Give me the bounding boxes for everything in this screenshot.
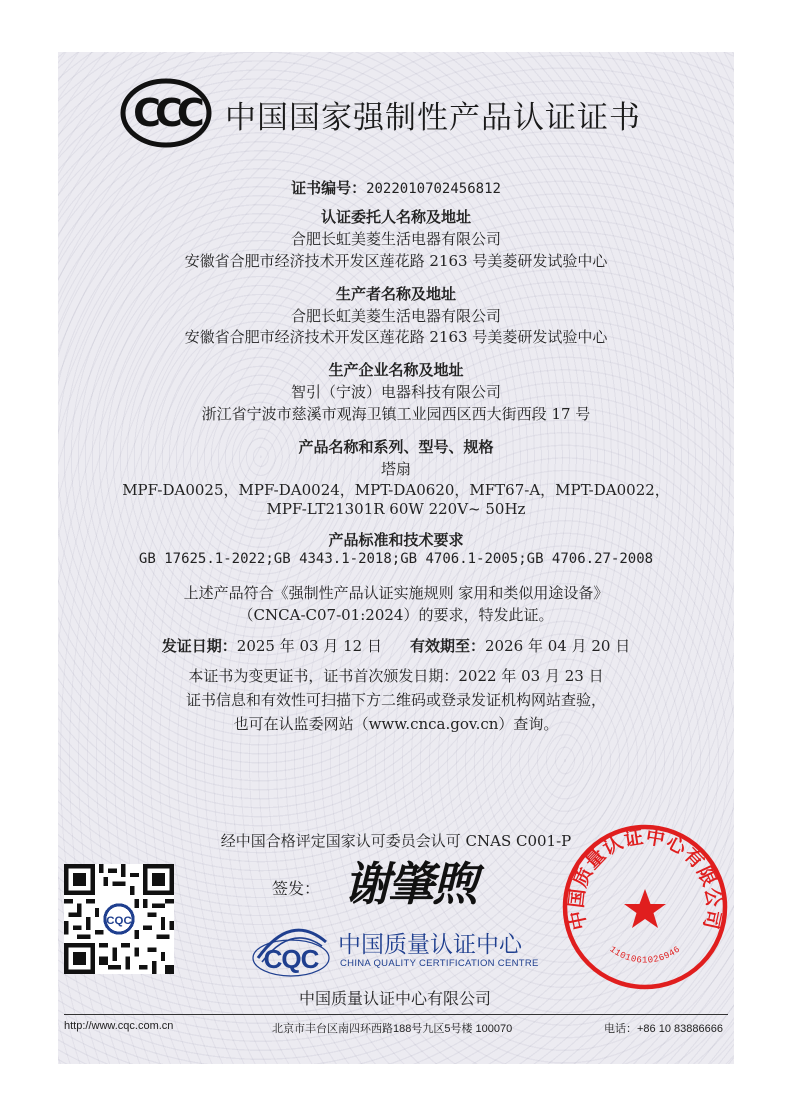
- qr-code[interactable]: [64, 864, 174, 974]
- applicant-address: 安徽省合肥市经济技术开发区莲花路 2163 号美菱研发试验中心: [184, 252, 608, 270]
- official-seal: [560, 822, 730, 992]
- manufacturer-address: 安徽省合肥市经济技术开发区莲花路 2163 号美菱研发试验中心: [184, 328, 608, 346]
- signature-image: [338, 846, 498, 916]
- note-line2: 证书信息和有效性可扫描下方二维码或登录发证机构网站查验，: [185, 691, 606, 709]
- expiry-date-value: 2026 年 04 月 20 日: [485, 637, 631, 655]
- standards-list: GB 17625.1-2022;GB 4343.1-2018;GB 4706.1-2005;GB 4706.27-2008: [138, 551, 654, 567]
- applicant-name: 合肥长虹美菱生活电器有限公司: [290, 230, 501, 248]
- product-models-line1: MPF-DA0025，MPF-DA0024，MPT-DA0620，MFT67-A，MPT-DA0022，: [122, 481, 670, 499]
- certificate-number: [58, 177, 734, 198]
- footer-url[interactable]: http://www.cqc.com.cn: [64, 1020, 174, 1032]
- product-heading: 产品名称和系列、型号、规格: [298, 438, 494, 456]
- seal-star-icon: [624, 889, 666, 928]
- footer-phone: 电话：+86 10 83886666: [604, 1023, 723, 1035]
- applicant-heading: 认证委托人名称及地址: [320, 208, 471, 226]
- statement-line2: （CNCA-C07-01:2024）的要求，特发此证。: [238, 606, 554, 624]
- factory-heading: 生产企业名称及地址: [328, 361, 464, 379]
- accreditation-text: 经中国合格评定国家认可委员会认可 CNAS C001-P: [220, 832, 572, 850]
- standards-heading: 产品标准和技术要求: [328, 531, 464, 549]
- page-title: 中国国家强制性产品认证证书: [225, 100, 641, 136]
- cqc-name-en: CHINA QUALITY CERTIFICATION CENTRE: [340, 958, 539, 969]
- note-line1: 本证书为变更证书，证书首次颁发日期：2022 年 03 月 23 日: [188, 667, 604, 685]
- manufacturer-name: 合肥长虹美菱生活电器有限公司: [290, 307, 501, 325]
- seal-text: 中国质量认证中心有限公司: [565, 826, 725, 932]
- issuer-name: 中国质量认证中心有限公司: [298, 989, 491, 1008]
- footer-divider: [64, 1014, 728, 1015]
- factory-address: 浙江省宁波市慈溪市观海卫镇工业园西区西大街西段 17 号: [201, 405, 591, 423]
- factory-name: 智引（宁波）电器科技有限公司: [290, 383, 501, 401]
- product-name: 塔扇: [380, 460, 411, 478]
- note-line3: 也可在认监委网站（www.cnca.gov.cn）查询。: [233, 715, 559, 733]
- dates-row: [58, 635, 734, 656]
- statement-line1: 上述产品符合《强制性产品认证实施规则 家用和类似用途设备》: [183, 584, 609, 602]
- issue-date-value: 2025 年 03 月 12 日: [236, 637, 382, 655]
- footer-address: 北京市丰台区南四环西路188号九区5号楼 100070: [272, 1023, 513, 1035]
- product-models-line2: MPF-LT21301R 60W 220V~ 50Hz: [266, 500, 526, 518]
- signature-text: 谢肇煦: [344, 857, 476, 911]
- manufacturer-heading: 生产者名称及地址: [335, 285, 456, 303]
- certificate-number-label: 证书编号：: [291, 179, 367, 197]
- cqc-logo: [248, 918, 334, 982]
- qr-center-logo-text: CQC: [106, 914, 132, 927]
- ccc-logo-text: CCC: [133, 91, 199, 135]
- issue-date-label: 发证日期：: [161, 637, 237, 655]
- expiry-date-label: 有效期至：: [410, 637, 486, 655]
- signature-label: 签发：: [272, 879, 321, 898]
- seal-number: 1101061026946: [607, 944, 683, 966]
- cqc-logo-text: CQC: [263, 944, 319, 974]
- svg-text:1101061026946: [608, 944, 683, 965]
- cqc-name-cn: 中国质量认证中心: [338, 932, 522, 958]
- certificate-number-value: 2022010702456812: [366, 181, 501, 197]
